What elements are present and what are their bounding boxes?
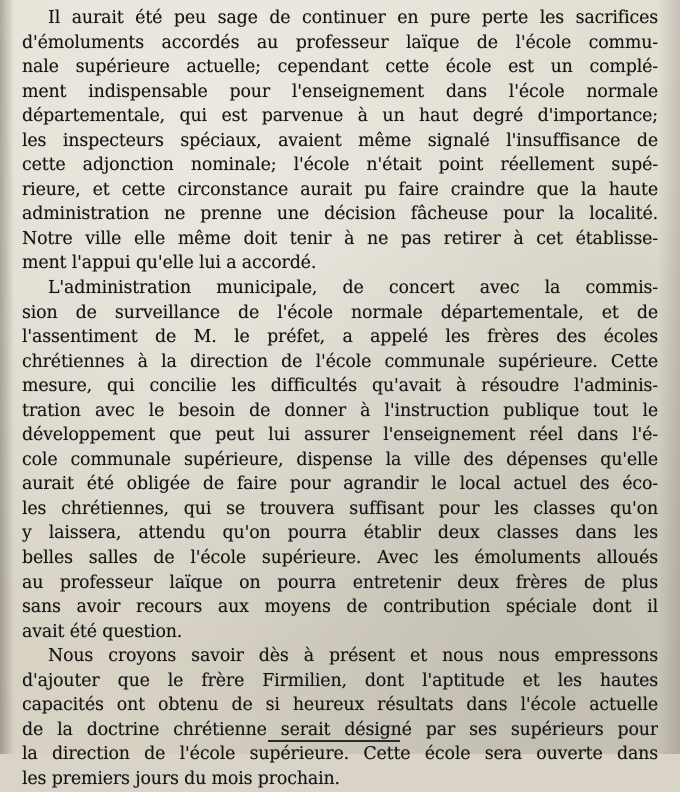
text-line: les premiers jours du mois prochain. (22, 768, 340, 789)
text-line: Notre ville elle même doit tenir à ne pas retirer à cet établisse- (22, 228, 658, 249)
text-line: d'ajouter que le frère Firmilien, dont l'aptitude et les hautes (22, 670, 658, 691)
adjacent-column-edge (658, 0, 680, 754)
text-line: chrétiennes à la direction de l'école communale supérieure. Cette (22, 351, 658, 372)
text-line: L'administration municipale, de concert avec la commis- (48, 278, 658, 299)
text-line: cole communale supérieure, dispense la ville des dépenses qu'elle (22, 449, 658, 470)
text-line: sans avoir recours aux moyens de contribution spéciale dont il (22, 597, 658, 618)
text-line: ment indispensable pour l'enseignement dans l'école normale (22, 81, 658, 102)
text-line: développement que peut lui assurer l'enseignement réel dans l'é- (22, 425, 658, 446)
text-line: l'assentiment de M. le préfet, a appelé les frères des écoles (22, 327, 658, 348)
text-line: la direction de l'école supérieure. Cette école sera ouverte dans (22, 744, 658, 765)
text-line: de la doctrine chrétienne serait désigné par ses supérieurs pour (22, 719, 658, 740)
text-line: avait été question. (22, 621, 183, 642)
text-line: rieure, et cette circonstance aurait pu faire craindre que la haute (22, 179, 658, 200)
text-line: les chrétiennes, qui se trouvera suffisant pour les classes qu'on (22, 498, 658, 519)
text-line: cette adjonction nominale; l'école n'était point réellement supé- (22, 155, 658, 176)
paragraph-2 (22, 276, 658, 644)
text-line: aurait été obligée de faire pour agrandir le local actuel des éco- (22, 474, 658, 495)
text-line: départementale, qui est parvenue à un haut degré d'importance; (22, 106, 658, 127)
text-line: administration ne prenne une décision fâcheuse pour la localité. (22, 204, 658, 225)
paragraph-1 (22, 6, 658, 276)
text-line: Il aurait été peu sage de continuer en pure perte les sacrifices (48, 8, 658, 28)
page-edge-shadow (0, 0, 14, 754)
text-line: au professeur laïque on pourra entretenir deux frères de plus (22, 572, 658, 593)
article-body (22, 6, 658, 792)
text-line: tration avec le besoin de donner à l'instruction publique tout le (22, 400, 658, 421)
text-line: Nous croyons savoir dès à présent et nous nous empressons (48, 646, 658, 667)
text-line: belles salles de l'école supérieure. Avec les émoluments alloués (22, 548, 658, 569)
text-line: capacités ont obtenu de si heureux résultats dans l'école actuelle (22, 695, 658, 716)
section-divider (268, 740, 400, 742)
paragraph-3 (22, 644, 658, 791)
text-line: ment l'appui qu'elle lui a accordé. (22, 253, 317, 274)
text-line: y laissera, attendu qu'on pourra établir deux classes dans les (22, 523, 658, 544)
text-line: nale supérieure actuelle; cependant cette école est un complé- (22, 57, 658, 78)
text-line: mesure, qui concilie les difficultés qu'avait à résoudre l'adminis- (22, 376, 658, 397)
text-line: d'émoluments accordés au professeur laïque de l'école commu- (22, 32, 658, 53)
text-line: sion de surveillance de l'école normale départementale, et de (22, 302, 658, 323)
text-line: les inspecteurs spéciaux, avaient même signalé l'insuffisance de (22, 130, 658, 151)
